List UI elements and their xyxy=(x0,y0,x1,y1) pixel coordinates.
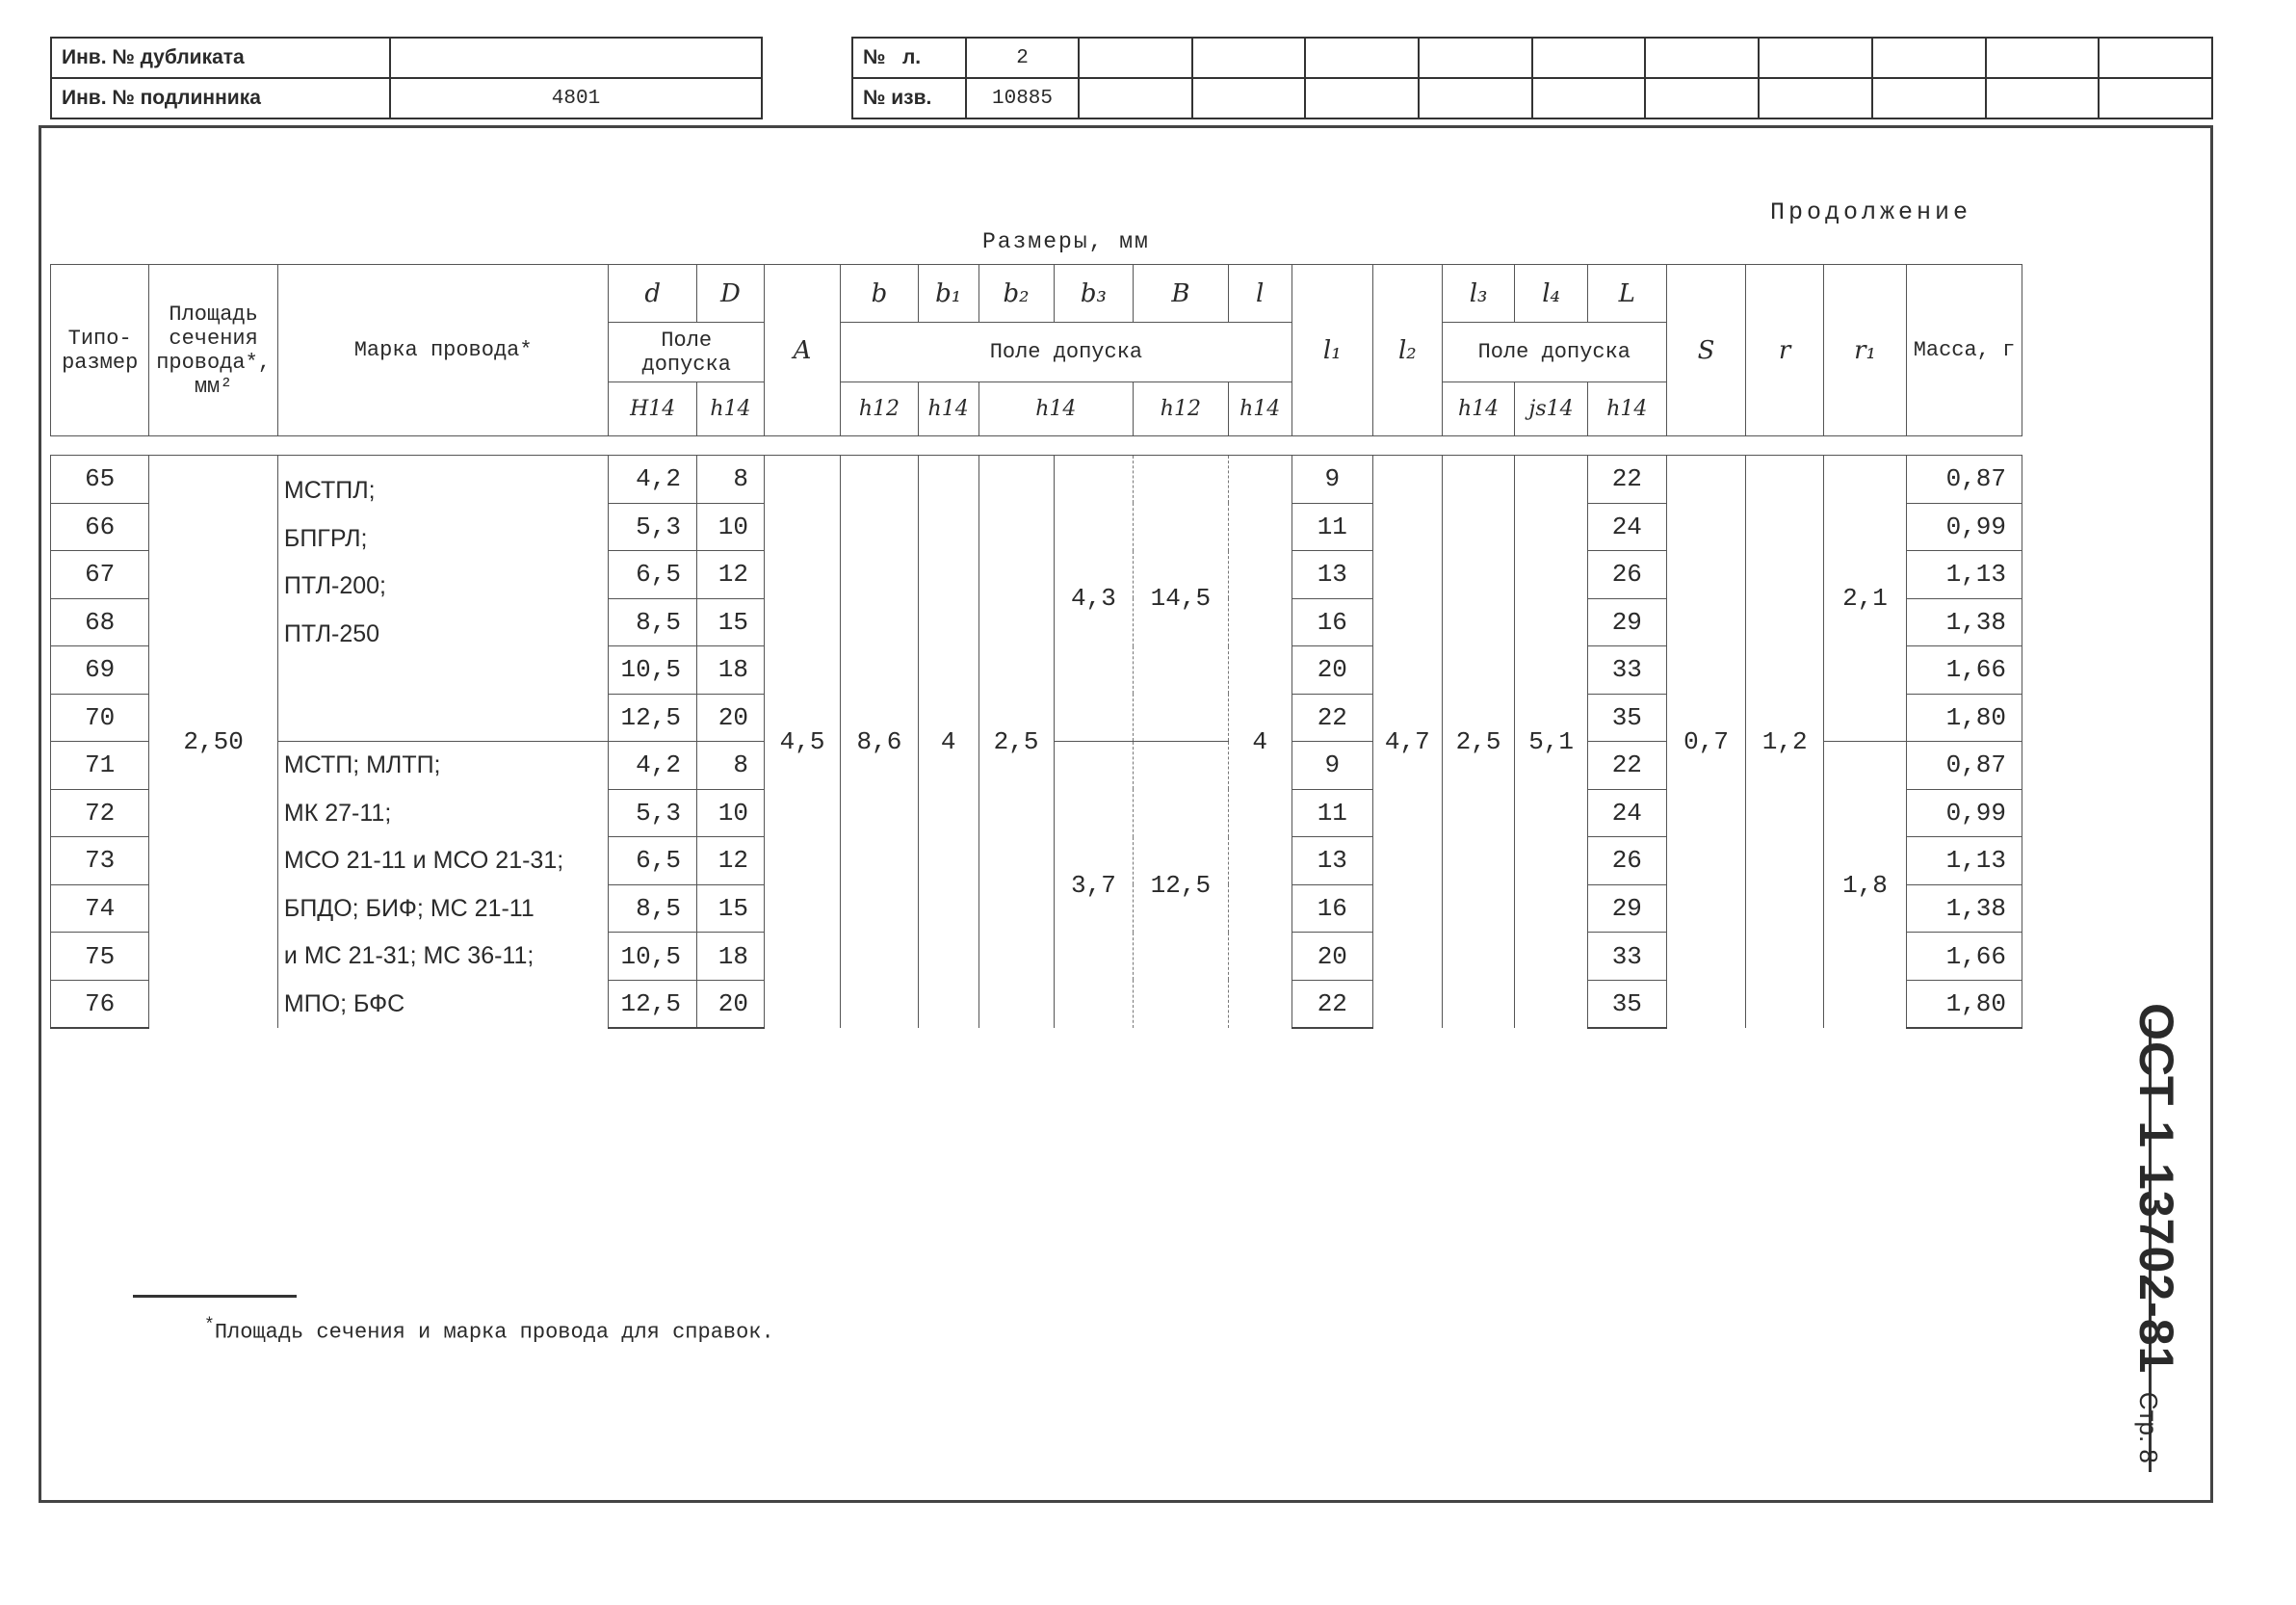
col-l3: l₃ xyxy=(1442,265,1515,323)
brand-line: МК 27-11; xyxy=(283,799,392,827)
cell-l1: 13 xyxy=(1292,551,1372,599)
notice-label: № изв. xyxy=(852,78,966,118)
cell-r1: 1,8 xyxy=(1824,742,1907,1029)
cell-d: 5,3 xyxy=(609,503,697,551)
cell-d: 10,5 xyxy=(609,646,697,695)
cell-L: 26 xyxy=(1587,837,1666,885)
col-l: l xyxy=(1228,265,1292,323)
cell-b1: 4 xyxy=(918,456,978,1029)
cell-D: 18 xyxy=(696,646,764,695)
cell-size: 73 xyxy=(51,837,149,885)
brand-line: МСТП; МЛТП; xyxy=(283,751,441,778)
standard-sidebar xyxy=(2114,983,2199,1484)
notice-value: 10885 xyxy=(966,78,1079,118)
cell-S: 0,7 xyxy=(1666,456,1746,1029)
sheet-value: 2 xyxy=(966,38,1079,78)
col-tiporazmer: Типо-размер xyxy=(51,265,149,436)
cell-d: 6,5 xyxy=(609,551,697,599)
cell-d: 8,5 xyxy=(609,598,697,646)
cell-size: 65 xyxy=(51,456,149,504)
cell-L: 24 xyxy=(1587,503,1666,551)
cell-B: 12,5 xyxy=(1134,742,1228,1029)
col-mass: Масса, г xyxy=(1907,265,2022,436)
col-b2: b₂ xyxy=(978,265,1054,323)
cell-mass: 0,99 xyxy=(1907,789,2022,837)
col-b1: b₁ xyxy=(918,265,978,323)
dup-inv-value xyxy=(390,38,762,78)
cell-D: 12 xyxy=(696,837,764,885)
stamp-changes xyxy=(851,37,2213,119)
cell-b: 8,6 xyxy=(841,456,919,1029)
table-body xyxy=(51,456,2022,1029)
cell-l1: 22 xyxy=(1292,980,1372,1028)
cell-mass: 1,13 xyxy=(1907,551,2022,599)
cell-l1: 11 xyxy=(1292,789,1372,837)
footnote-rule xyxy=(133,1295,297,1298)
cell-D: 12 xyxy=(696,551,764,599)
cell-size: 68 xyxy=(51,598,149,646)
tolerance-l3-L: Поле допуска xyxy=(1442,323,1666,382)
cell-size: 69 xyxy=(51,646,149,695)
cell-D: 8 xyxy=(696,456,764,504)
cell-mass: 1,80 xyxy=(1907,980,2022,1028)
col-d: d xyxy=(609,265,697,323)
orig-inv-label: Инв. № подлинника xyxy=(51,78,390,118)
cell-l3: 2,5 xyxy=(1442,456,1515,1029)
col-S: S xyxy=(1666,265,1746,436)
col-b: b xyxy=(841,265,919,323)
cell-mass: 1,80 xyxy=(1907,694,2022,742)
cell-d: 4,2 xyxy=(609,742,697,790)
cell-d: 6,5 xyxy=(609,837,697,885)
col-r1: r₁ xyxy=(1824,265,1907,436)
cell-D: 10 xyxy=(696,789,764,837)
cell-l1: 16 xyxy=(1292,598,1372,646)
cell-l1: 20 xyxy=(1292,933,1372,981)
col-A: A xyxy=(765,265,841,436)
cell-size: 74 xyxy=(51,884,149,933)
dup-inv-label: Инв. № дубликата xyxy=(51,38,390,78)
cell-L: 33 xyxy=(1587,933,1666,981)
cell-l4: 5,1 xyxy=(1515,456,1588,1029)
cell-l1: 11 xyxy=(1292,503,1372,551)
tolerance-b-l: Поле допуска xyxy=(841,323,1292,382)
col-D: D xyxy=(696,265,764,323)
page-number: Стр. 8 xyxy=(2134,1391,2163,1463)
cell-b3: 3,7 xyxy=(1054,742,1134,1029)
cell-l2: 4,7 xyxy=(1372,456,1442,1029)
cell-mass: 1,66 xyxy=(1907,646,2022,695)
cell-mass: 1,38 xyxy=(1907,884,2022,933)
standard-number: ОСТ 1 13702-81 xyxy=(2129,1003,2183,1375)
cell-l1: 9 xyxy=(1292,456,1372,504)
orig-inv-value: 4801 xyxy=(390,78,762,118)
tolerance-dD: Поле допуска xyxy=(609,323,765,382)
col-r: r xyxy=(1746,265,1824,436)
footnote: *Площадь сечения и марка провода для справок. xyxy=(204,1316,774,1345)
cell-d: 12,5 xyxy=(609,694,697,742)
cell-d: 10,5 xyxy=(609,933,697,981)
cell-D: 10 xyxy=(696,503,764,551)
cell-mass: 1,66 xyxy=(1907,933,2022,981)
cell-mass: 0,99 xyxy=(1907,503,2022,551)
brand-line: БПГРЛ; xyxy=(283,524,368,552)
sheet-label: № л. xyxy=(852,38,966,78)
cell-L: 24 xyxy=(1587,789,1666,837)
cell-d: 12,5 xyxy=(609,980,697,1028)
cell-size: 72 xyxy=(51,789,149,837)
col-l4: l₄ xyxy=(1515,265,1588,323)
cell-D: 15 xyxy=(696,884,764,933)
cell-size: 66 xyxy=(51,503,149,551)
cell-mass: 1,38 xyxy=(1907,598,2022,646)
col-B: B xyxy=(1134,265,1228,323)
cell-D: 18 xyxy=(696,933,764,981)
cell-brand-group1 xyxy=(277,456,609,742)
cell-size: 70 xyxy=(51,694,149,742)
cell-l1: 20 xyxy=(1292,646,1372,695)
table-row xyxy=(51,456,2022,504)
cell-r: 1,2 xyxy=(1746,456,1824,1029)
brand-line: МПО; БФС xyxy=(283,989,405,1017)
brand-line: МСО 21-11 и МСО 21-31; xyxy=(283,847,564,874)
cell-D: 20 xyxy=(696,980,764,1028)
continuation-label: Продолжение xyxy=(1770,198,1972,226)
col-l1: l₁ xyxy=(1292,265,1372,436)
cell-L: 33 xyxy=(1587,646,1666,695)
cell-brand-group2 xyxy=(277,742,609,1029)
col-L: L xyxy=(1587,265,1666,323)
col-b3: b₃ xyxy=(1054,265,1134,323)
cell-L: 35 xyxy=(1587,694,1666,742)
cell-L: 29 xyxy=(1587,598,1666,646)
cell-L: 35 xyxy=(1587,980,1666,1028)
cell-l: 4 xyxy=(1228,456,1292,1029)
brand-line: ПТЛ-250 xyxy=(283,619,380,647)
brand-line: МСТПЛ; xyxy=(283,477,376,504)
cell-d: 4,2 xyxy=(609,456,697,504)
cell-b2: 2,5 xyxy=(978,456,1054,1029)
cell-L: 26 xyxy=(1587,551,1666,599)
cell-L: 22 xyxy=(1587,742,1666,790)
col-area: Площадь сечения провода*, мм² xyxy=(149,265,278,436)
cell-l1: 16 xyxy=(1292,884,1372,933)
stamp-inventory xyxy=(50,37,763,119)
cell-size: 67 xyxy=(51,551,149,599)
col-brand: Марка провода* xyxy=(277,265,609,436)
cell-d: 5,3 xyxy=(609,789,697,837)
cell-mass: 0,87 xyxy=(1907,456,2022,504)
cell-l1: 13 xyxy=(1292,837,1372,885)
brand-line: БПДО; БИФ; МС 21-11 xyxy=(283,894,535,922)
cell-L: 22 xyxy=(1587,456,1666,504)
cell-mass: 1,13 xyxy=(1907,837,2022,885)
cell-d: 8,5 xyxy=(609,884,697,933)
cell-b3: 4,3 xyxy=(1054,456,1134,742)
cell-size: 76 xyxy=(51,980,149,1028)
cell-D: 15 xyxy=(696,598,764,646)
cell-area: 2,50 xyxy=(149,456,278,1029)
dimensions-table: Типо-размер Площадь сечения провода*, мм² Марка провода* d D A b b₁ b₂ b₃ B l l₁ l₂ l₃ l₄ L S r r₁ Масса, г Поле допуска Поле допуска Поле допуска H14 h14 h12 h14 h14 h12 h14 h14 js14 h14 65 2,50 МСТПЛ; БПГРЛ; ПТЛ-200; ПТЛ-250 4,2 8 4,5 8,6 4 2,5 4,3 14,5 4 9 4,7 2,5 5,1 22 0,7 1,2 2,1 0,87 66 5,3 10 11 24 0,99 67 6,5 12 13 26 1,13 68 8,5 15 16 29 1,38 69 10,5 18 20 33 1,66 70 12,5 20 22 35 1,80 71 МСТП; МЛТП; МК 27-11; МСО 21-11 и МСО 21-31; БПДО; БИФ; МС 21-11 и МС 21-31; МС 36-11; МПО; БФС 4,2 8 3,7 12,5 9 22 1,8 0,87 72 5,3 10 11 24 0,99 73 6,5 12 13 26 1,13 74 8,5 15 16 29 1,38 75 10,5 18 20 33 1,66 76 12,5 20 22 35 1,80 xyxy=(50,264,2022,1029)
cell-size: 75 xyxy=(51,933,149,981)
sizes-caption: Размеры, мм xyxy=(982,229,1150,254)
cell-A: 4,5 xyxy=(765,456,841,1029)
cell-r1: 2,1 xyxy=(1824,456,1907,742)
cell-L: 29 xyxy=(1587,884,1666,933)
cell-size: 71 xyxy=(51,742,149,790)
cell-mass: 0,87 xyxy=(1907,742,2022,790)
brand-line: ПТЛ-200; xyxy=(283,572,386,599)
cell-l1: 22 xyxy=(1292,694,1372,742)
col-l2: l₂ xyxy=(1372,265,1442,436)
cell-D: 8 xyxy=(696,742,764,790)
cell-l1: 9 xyxy=(1292,742,1372,790)
brand-line: и МС 21-31; МС 36-11; xyxy=(283,942,535,969)
cell-B: 14,5 xyxy=(1134,456,1228,742)
cell-D: 20 xyxy=(696,694,764,742)
